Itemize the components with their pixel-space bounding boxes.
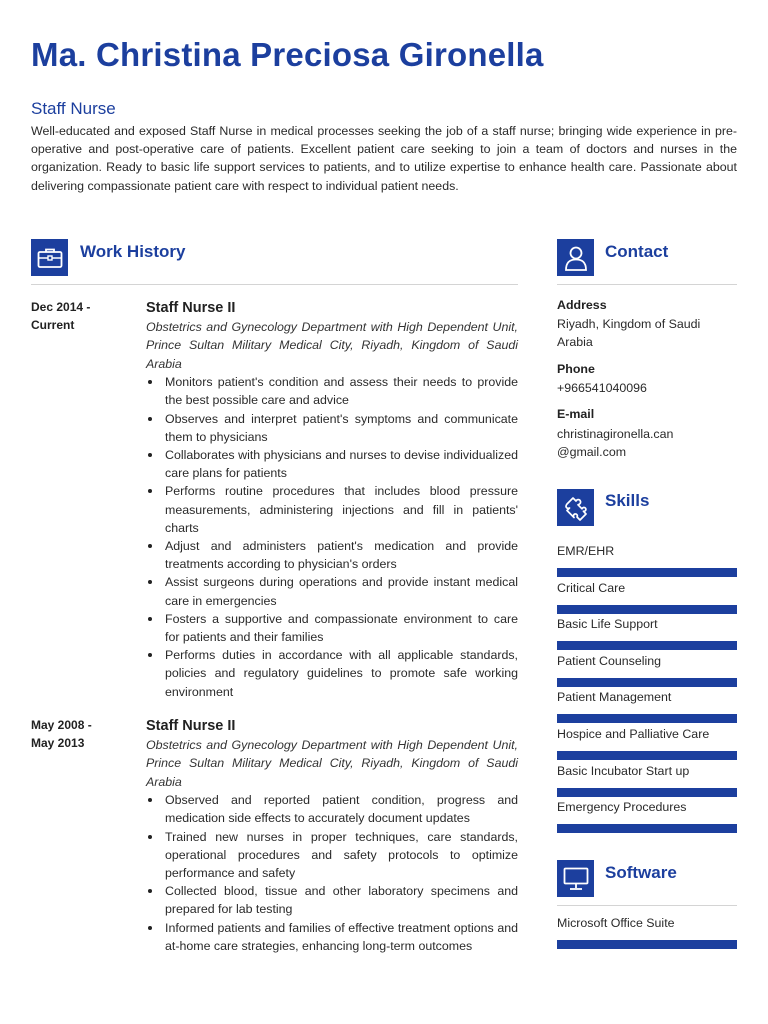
skill-label: Critical Care	[557, 580, 626, 595]
skill-level-fill	[557, 678, 737, 687]
candidate-name: Ma. Christina Preciosa Gironella	[31, 36, 544, 73]
contact-divider	[557, 284, 737, 285]
phone-label: Phone	[557, 362, 595, 376]
phone-value: +966541040096	[557, 381, 647, 395]
job-duties-list	[146, 791, 518, 955]
contact-heading: Contact	[605, 242, 669, 261]
skill-level-fill	[557, 605, 737, 614]
skill-label: Basic Incubator Start up	[557, 763, 690, 778]
skill-label: Basic Life Support	[557, 617, 658, 632]
skill-item	[557, 616, 737, 650]
software-heading: Software	[605, 863, 677, 882]
monitor-icon	[557, 860, 594, 897]
job-duty: Performs routine procedures that includes blood pressure measurements, administering injections and fill in patients' charts	[146, 482, 518, 537]
skill-level-bar	[557, 678, 737, 687]
skill-item	[557, 799, 737, 833]
skill-label: Emergency Procedures	[557, 800, 687, 815]
skill-level-bar	[557, 751, 737, 760]
job-entry	[146, 717, 518, 955]
job-duty: Assist surgeons during operations and provide instant medical care in emergencies	[146, 573, 518, 609]
job-organization: Obstetrics and Gynecology Department with High Dependent Unit, Prince Sultan Military Medical City, Riyadh, Kingdom of Saudi Arabia	[146, 320, 518, 371]
address-value: Riyadh, Kingdom of Saudi Arabia	[557, 317, 701, 350]
job-date-end: May 2013	[31, 736, 85, 750]
skill-level-bar	[557, 641, 737, 650]
job-duties-list	[146, 373, 518, 701]
software-level-bar	[557, 940, 737, 949]
job-duty: Adjust and administers patient's medication and provide treatments according to physician's orders	[146, 537, 518, 573]
work-history-divider	[31, 284, 518, 285]
job-title: Staff Nurse II	[146, 300, 236, 316]
job-date	[31, 716, 131, 752]
job-duty: Fosters a supportive and compassionate environment to care for patients and their families	[146, 610, 518, 646]
job-date-start: May 2008 -	[31, 718, 92, 732]
address-label: Address	[557, 298, 607, 312]
skill-level-bar	[557, 605, 737, 614]
skill-item	[557, 689, 737, 723]
skill-level-fill	[557, 641, 737, 650]
skill-level-bar	[557, 714, 737, 723]
email-label: E-mail	[557, 407, 595, 421]
briefcase-icon	[31, 239, 68, 276]
skill-level-fill	[557, 714, 737, 723]
skills-heading: Skills	[605, 491, 650, 510]
software-divider	[557, 905, 737, 906]
skill-label: Patient Management	[557, 690, 672, 705]
job-entry	[146, 299, 518, 701]
puzzle-icon	[557, 489, 594, 526]
person-icon	[557, 239, 594, 276]
work-history-heading: Work History	[80, 242, 186, 261]
professional-summary: Well-educated and exposed Staff Nurse in medical processes seeking the job of a staff nurse; bringing wide experience in pre-operative and post-operative care of patients. Excellent patient care seeking to join a team of doctors and nurses in the organization. Ready to basic life support services to patients, and to utilize expertise to enhance health care. Passionate about delivering compassionate patient care with respect to individual patient needs.	[31, 124, 737, 193]
email-value: christinagironella.can @gmail.com	[557, 427, 674, 460]
skill-label: Hospice and Palliative Care	[557, 727, 710, 741]
job-duty: Performs duties in accordance with all applicable standards, policies and regulatory guidelines to promote safe working environment	[146, 646, 518, 701]
job-duty: Collected blood, tissue and other laboratory specimens and prepared for lab testing	[146, 882, 518, 918]
skill-level-bar	[557, 788, 737, 797]
candidate-title: Staff Nurse	[31, 99, 116, 118]
job-duty: Observed and reported patient condition, progress and medication side effects to accurately document updates	[146, 791, 518, 827]
job-date	[31, 298, 131, 334]
skill-item	[557, 653, 737, 687]
skill-level-bar	[557, 824, 737, 833]
skill-item	[557, 580, 737, 614]
job-duty: Observes and interpret patient's symptoms and communicate them to physicians	[146, 410, 518, 446]
job-organization: Obstetrics and Gynecology Department with High Dependent Unit, Prince Sultan Military Medical City, Riyadh, Kingdom of Saudi Arabia	[146, 738, 518, 789]
skill-item	[557, 763, 737, 797]
job-duty: Trained new nurses in proper techniques, care standards, operational procedures and safety protocols to optimize performance and safety	[146, 828, 518, 883]
job-date-end: Current	[31, 318, 75, 332]
skill-level-fill	[557, 788, 737, 797]
job-title: Staff Nurse II	[146, 718, 236, 734]
skill-label: EMR/EHR	[557, 544, 615, 558]
skill-label: Patient Counseling	[557, 653, 662, 668]
skill-level-fill	[557, 824, 737, 833]
job-date-start: Dec 2014 -	[31, 300, 91, 314]
software-level-fill	[557, 940, 737, 949]
skill-item	[557, 543, 737, 577]
software-label: Microsoft Office Suite	[557, 916, 675, 930]
skill-item	[557, 726, 737, 760]
job-duty: Informed patients and families of effective treatment options and at-home care strategies, enhancing long-term outcomes	[146, 919, 518, 955]
skill-level-fill	[557, 751, 737, 760]
software-item	[557, 915, 737, 949]
job-duty: Collaborates with physicians and nurses to devise individualized care plans for patients	[146, 446, 518, 482]
skill-level-bar	[557, 568, 737, 577]
job-duty: Monitors patient's condition and assess their needs to provide the best possible care and advice	[146, 373, 518, 409]
skill-level-fill	[557, 568, 737, 577]
